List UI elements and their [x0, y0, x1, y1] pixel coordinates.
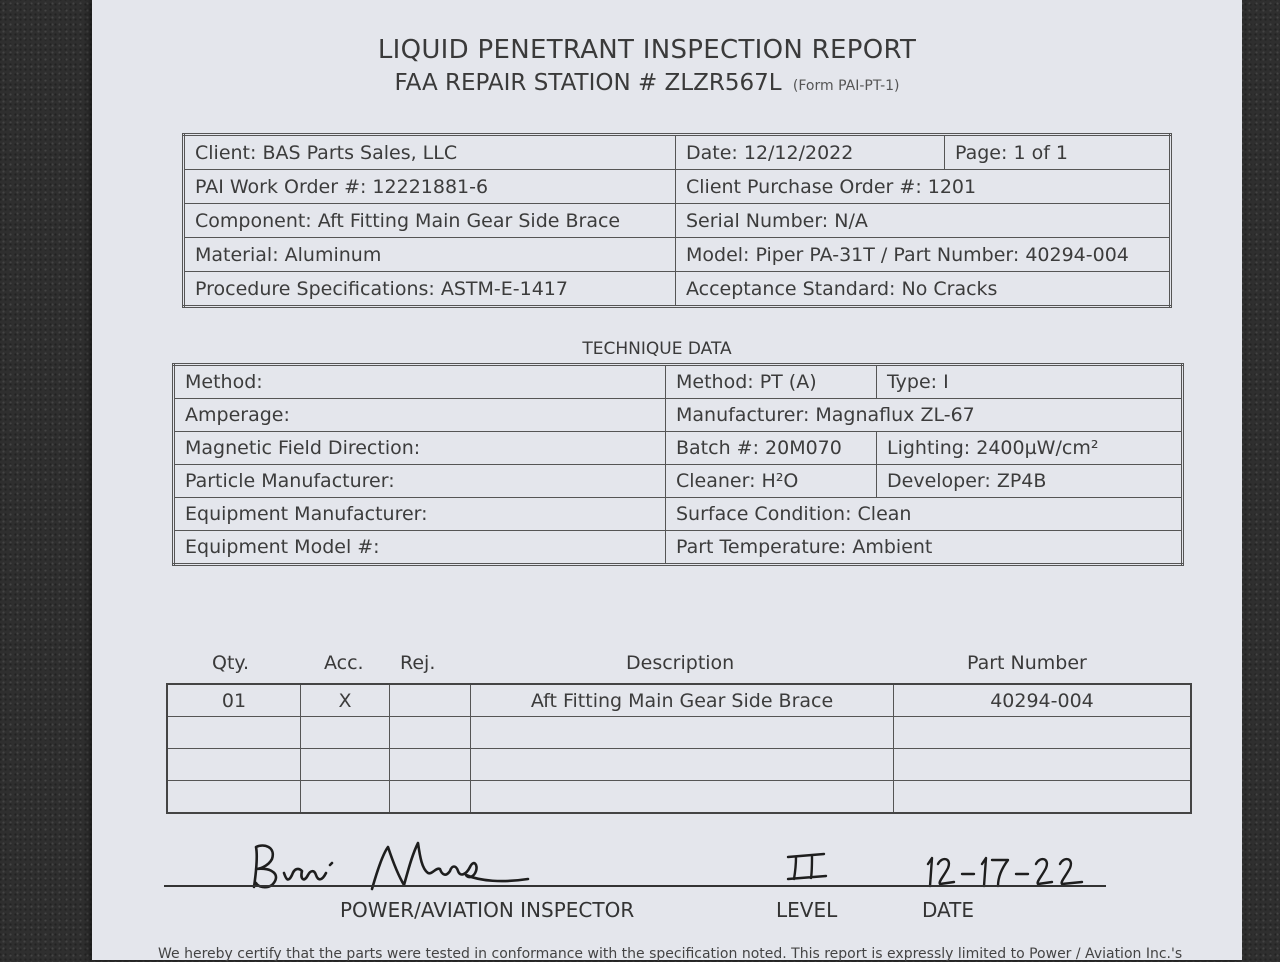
description-header: Description — [626, 652, 735, 674]
table-row — [167, 717, 1191, 749]
qty-cell — [167, 717, 301, 749]
client-info-table — [182, 133, 1172, 308]
acc-header: Acc. — [324, 652, 364, 674]
technique-value: Type: I — [877, 365, 1183, 399]
date-cell: Date: 12/12/2022 — [676, 135, 945, 170]
technique-heading: TECHNIQUE DATA — [582, 339, 732, 359]
technique-row — [174, 399, 1183, 432]
procedure-cell: Procedure Specifications: ASTM-E-1417 — [184, 272, 676, 307]
report-paper — [92, 0, 1242, 960]
level-label: LEVEL — [776, 898, 838, 922]
technique-label: Particle Manufacturer: — [174, 465, 666, 498]
description-cell: Aft Fitting Main Gear Side Brace — [471, 684, 894, 717]
technique-row — [174, 365, 1183, 399]
rej-header: Rej. — [400, 652, 436, 674]
inspector-label: POWER/AVIATION INSPECTOR — [340, 898, 635, 922]
component-cell: Component: Aft Fitting Main Gear Side Brace — [184, 204, 676, 238]
qty-cell — [167, 749, 301, 781]
qty-cell — [167, 781, 301, 814]
acceptance-cell: Acceptance Standard: No Cracks — [676, 272, 1171, 307]
table-row — [167, 781, 1191, 814]
technique-label: Equipment Manufacturer: — [174, 498, 666, 531]
rej-cell — [390, 749, 471, 781]
work-order-row — [184, 170, 1171, 204]
procedure-row — [184, 272, 1171, 307]
component-row — [184, 204, 1171, 238]
work-order-cell: PAI Work Order #: 12221881-6 — [184, 170, 676, 204]
technique-value: Manufacturer: Magnaflux ZL-67 — [666, 399, 1183, 432]
technique-value: Part Temperature: Ambient — [666, 531, 1183, 565]
client-row — [184, 135, 1171, 170]
rej-cell — [390, 684, 471, 717]
date-label: DATE — [922, 898, 975, 922]
part-number-cell — [894, 749, 1192, 781]
part-number-cell: 40294-004 — [894, 684, 1192, 717]
certification-text: We hereby certify that the parts were tested in conformance with the specification noted. This report is expressly limited to Power / Aviation Inc.'s — [158, 946, 1183, 962]
technique-row — [174, 465, 1183, 498]
repair-station: FAA REPAIR STATION # ZLZR567L — [394, 70, 782, 96]
signature-line — [164, 885, 1106, 887]
acc-cell — [301, 717, 390, 749]
technique-label: Equipment Model #: — [174, 531, 666, 565]
description-cell — [471, 717, 894, 749]
client-cell: Client: BAS Parts Sales, LLC — [184, 135, 676, 170]
repair-station-line — [92, 70, 1202, 96]
acc-cell — [301, 749, 390, 781]
technique-value: Developer: ZP4B — [877, 465, 1183, 498]
table-row — [167, 684, 1191, 717]
table-row — [167, 749, 1191, 781]
material-row — [184, 238, 1171, 272]
date-handwriting — [920, 850, 1095, 895]
acc-cell — [301, 781, 390, 814]
part-number-cell — [894, 717, 1192, 749]
page-cell: Page: 1 of 1 — [945, 135, 1171, 170]
technique-label: Amperage: — [174, 399, 666, 432]
acc-cell: X — [301, 684, 390, 717]
form-number: (Form PAI-PT-1) — [792, 78, 900, 94]
purchase-order-cell: Client Purchase Order #: 1201 — [676, 170, 1171, 204]
rej-cell — [390, 717, 471, 749]
technique-value: Batch #: 20M070 — [666, 432, 877, 465]
parts-table — [166, 683, 1192, 814]
technique-row — [174, 498, 1183, 531]
qty-cell: 01 — [167, 684, 301, 717]
technique-label: Method: — [174, 365, 666, 399]
serial-number-cell: Serial Number: N/A — [676, 204, 1171, 238]
technique-value: Method: PT (A) — [666, 365, 877, 399]
technique-row — [174, 531, 1183, 565]
part-number-cell — [894, 781, 1192, 814]
material-cell: Material: Aluminum — [184, 238, 676, 272]
technique-value: Cleaner: H²O — [666, 465, 877, 498]
technique-row — [174, 432, 1183, 465]
rej-cell — [390, 781, 471, 814]
description-cell — [471, 781, 894, 814]
model-cell: Model: Piper PA-31T / Part Number: 40294-004 — [676, 238, 1171, 272]
part-number-header: Part Number — [967, 652, 1087, 674]
technique-value: Lighting: 2400µW/cm² — [877, 432, 1183, 465]
qty-header: Qty. — [212, 652, 249, 674]
report-title: LIQUID PENETRANT INSPECTION REPORT — [377, 35, 917, 65]
level-handwriting — [782, 845, 832, 885]
description-cell — [471, 749, 894, 781]
technique-value: Surface Condition: Clean — [666, 498, 1183, 531]
technique-table — [172, 363, 1184, 566]
technique-label: Magnetic Field Direction: — [174, 432, 666, 465]
